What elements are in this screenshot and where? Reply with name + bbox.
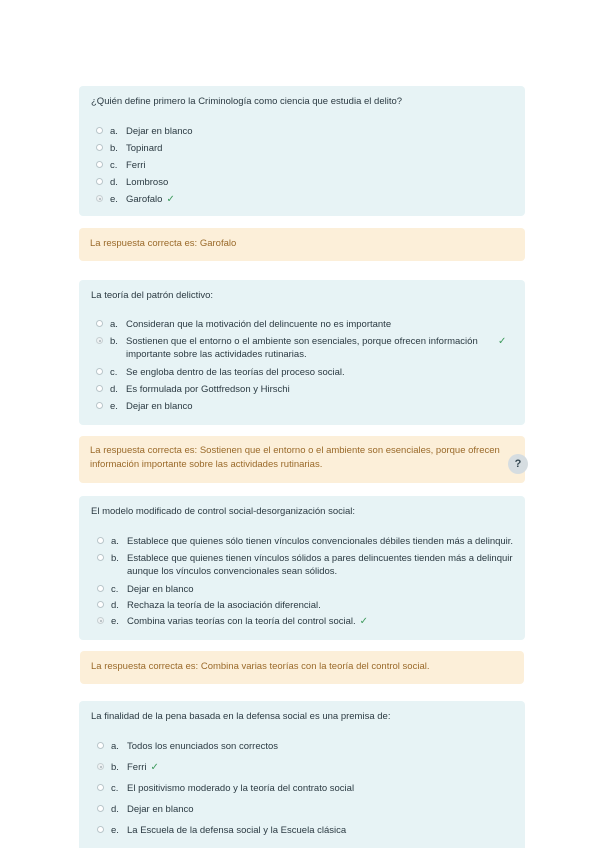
radio-button-selected[interactable] xyxy=(96,195,103,202)
question-text: ¿Quién define primero la Criminología como ciencia que estudia el delito? xyxy=(91,96,403,107)
radio-button[interactable] xyxy=(97,537,104,544)
help-icon[interactable]: ? xyxy=(508,454,528,474)
radio-button[interactable] xyxy=(96,368,103,375)
correct-answer-feedback-3: La respuesta correcta es: Combina varias teorías con la teoría del control social. xyxy=(80,651,524,684)
radio-button[interactable] xyxy=(96,161,103,168)
check-icon: ✓ xyxy=(150,762,159,773)
option-b[interactable]: b. Sostienen que el entorno o el ambiente son esenciales, porque ofrecen información importante sobre las actividades rutinarias. ✓ xyxy=(96,335,516,363)
radio-button[interactable] xyxy=(97,805,104,812)
correct-answer-feedback-1: La respuesta correcta es: Garofalo xyxy=(79,228,525,261)
radio-button[interactable] xyxy=(96,320,103,327)
question-card-3: El modelo modificado de control social-desorganización social: a. Establece que quienes sólo tienen vínculos convencionales débiles tienden más a delinquir. b. Establece que quienes tienen vínculos sólidos a pares delincuentes tienden más a delinquir aunque los vínculos convencionales sean sólidos. c. Dejar en blanco d. Rechaza la teoría de la asociación diferencial. e. Combina varias teorías con la teoría del control social. ✓ xyxy=(79,496,525,640)
question-card-4: La finalidad de la pena basada en la defensa social es una premisa de: a. Todos los enunciados son correctos b. Ferri ✓ c. El positivismo moderado y la teoría del contrato social d. Dejar en blanco e. La Escuela de la defensa social y la Escuela clásica xyxy=(79,701,525,848)
radio-button-selected[interactable] xyxy=(97,617,104,624)
question-text: La finalidad de la pena basada en la defensa social es una premisa de: xyxy=(91,711,391,722)
radio-button[interactable] xyxy=(97,826,104,833)
check-icon: ✓ xyxy=(166,194,175,205)
question-card-2: La teoría del patrón delictivo: a. Consideran que la motivación del delincuente no es importante b. Sostienen que el entorno o el ambiente son esenciales, porque ofrecen información importante sobre las actividades rutinarias. ✓ c. Se engloba dentro de las teorías del proceso social. d. Es formulada por Gottfredson y Hirschi e. Dejar en blanco xyxy=(79,280,525,425)
radio-button-selected[interactable] xyxy=(96,337,103,344)
radio-button[interactable] xyxy=(96,127,103,134)
radio-button[interactable] xyxy=(96,385,103,392)
check-icon: ✓ xyxy=(498,336,507,347)
radio-button[interactable] xyxy=(97,784,104,791)
question-text: El modelo modificado de control social-desorganización social: xyxy=(91,506,356,517)
radio-button[interactable] xyxy=(97,742,104,749)
correct-answer-feedback-2: La respuesta correcta es: Sostienen que el entorno o el ambiente son esenciales, porque ofrecen información importante sobre las actividades rutinarias. xyxy=(79,436,525,483)
question-text: La teoría del patrón delictivo: xyxy=(91,290,213,301)
radio-button[interactable] xyxy=(97,601,104,608)
radio-button[interactable] xyxy=(97,554,104,561)
option-b[interactable]: b. Establece que quienes tienen vínculos sólidos a pares delincuentes tienden más a delinquir aunque los vínculos convencionales sean sólidos. xyxy=(97,552,522,580)
check-icon: ✓ xyxy=(359,616,369,627)
radio-button[interactable] xyxy=(97,585,104,592)
question-card-1: ¿Quién define primero la Criminología como ciencia que estudia el delito? a. Dejar en blanco b. Topinard c. Ferri d. Lombroso e. Garofalo ✓ xyxy=(79,86,525,216)
radio-button-selected[interactable] xyxy=(97,763,104,770)
radio-button[interactable] xyxy=(96,144,103,151)
radio-button[interactable] xyxy=(96,402,103,409)
radio-button[interactable] xyxy=(96,178,103,185)
